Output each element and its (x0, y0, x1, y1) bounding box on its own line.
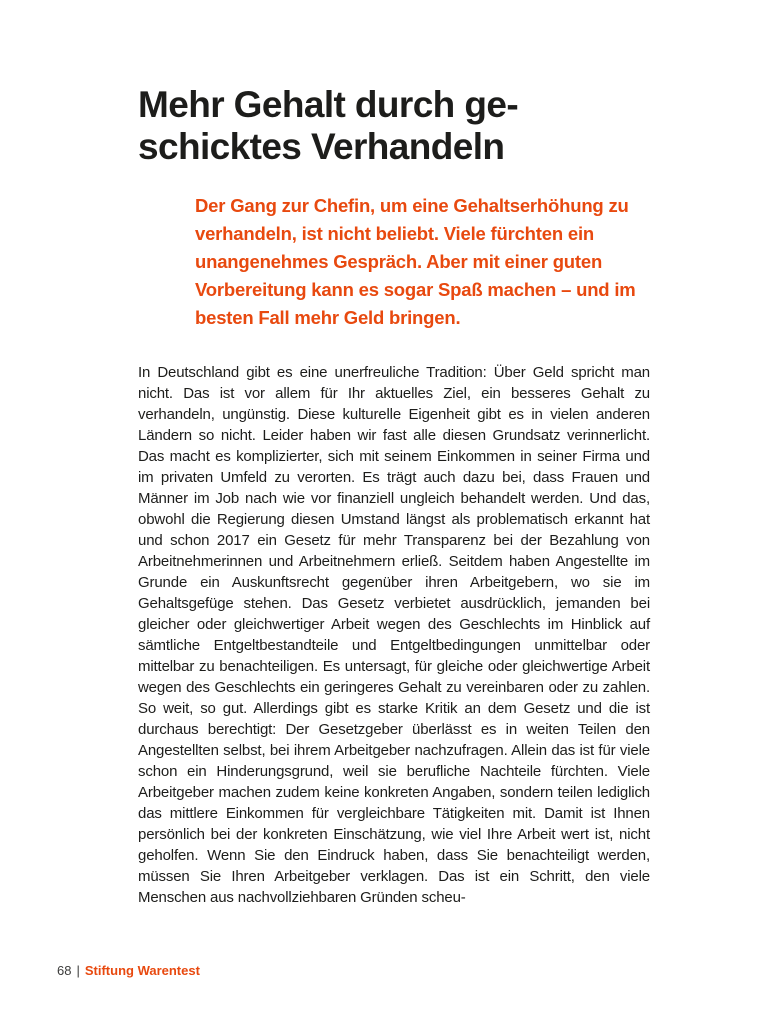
page-footer (57, 963, 200, 978)
title-line-2: schicktes Verhandeln (138, 126, 505, 168)
article-lead: Der Gang zur Chefin, um eine Gehaltserhöhung zu verhandeln, ist nicht beliebt. Viele fürchten ein unangenehmes Gespräch. Aber mit einer guten Vorbereitung kann es sogar Spaß machen – und im besten Fall mehr Geld bringen. (195, 195, 636, 329)
page-number: 68 (57, 963, 72, 978)
article-title (138, 84, 650, 168)
title-line-1: Mehr Gehalt durch ge- (138, 84, 519, 125)
article-body: In Deutschland gibt es eine unerfreuliche Tradition: Über Geld spricht man nicht. Das ist vor allem für Ihr aktuelles Ziel, ein besseres Gehalt zu verhandeln, ungünstig. Diese kulturelle Eigenheit gibt es in vielen anderen Ländern so nicht. Leider haben wir fast alle diesen Grundsatz verinnerlicht. Das macht es komplizierter, sich mit seinem Einkommen in seiner Firma und im privaten Umfeld zu verorten. Es trägt auch dazu bei, dass Frauen und Männer im Job nach wie vor finanziell ungleich behandelt werden. Und das, obwohl die Regierung diesen Umstand längst als problematisch erkannt hat und schon 2017 ein Gesetz für mehr Transparenz bei der Bezahlung von Arbeitnehmerinnen und Arbeitnehmern erließ. Seitdem haben Angestellte im Grunde ein Auskunftsrecht gegenüber ihren Arbeitgebern, wo sie im Gehaltsgefüge stehen. Das Gesetz verbietet ausdrücklich, jemanden bei gleicher oder gleichwertiger Arbeit wegen des Geschlechts im Hinblick auf sämtliche Entgeltbestandteile und Entgeltbedingungen unmittelbar oder mittelbar zu benachteiligen. Es untersagt, für gleiche oder gleichwertige Arbeit wegen des Geschlechts ein geringeres Gehalt zu vereinbaren oder zu zahlen. So weit, so gut. Allerdings gibt es starke Kritik an dem Gesetz und die ist durchaus berechtigt: Der Gesetzgeber überlässt es in weiten Teilen den Angestellten selbst, bei ihrem Arbeitgeber nachzufragen. Allein das ist für viele schon ein Hinderungsgrund, weil sie berufliche Nachteile fürchten. Viele Arbeitgeber machen zudem keine konkreten Angaben, sondern teilen lediglich das mittlere Einkommen für vergleichbare Tätigkeiten mit. Damit ist Ihnen persönlich bei der konkreten Einschätzung, wie viel Ihre Arbeit wert ist, nicht geholfen. Wenn Sie den Eindruck haben, dass Sie benachteiligt werden, müssen Sie Ihren Arbeitgeber verklagen. Das ist ein Schritt, den viele Menschen aus nachvollziehbaren Gründen scheu- (138, 364, 650, 907)
brand-name: Stiftung Warentest (84, 963, 200, 978)
article (138, 84, 650, 923)
footer-separator: | (76, 963, 80, 978)
